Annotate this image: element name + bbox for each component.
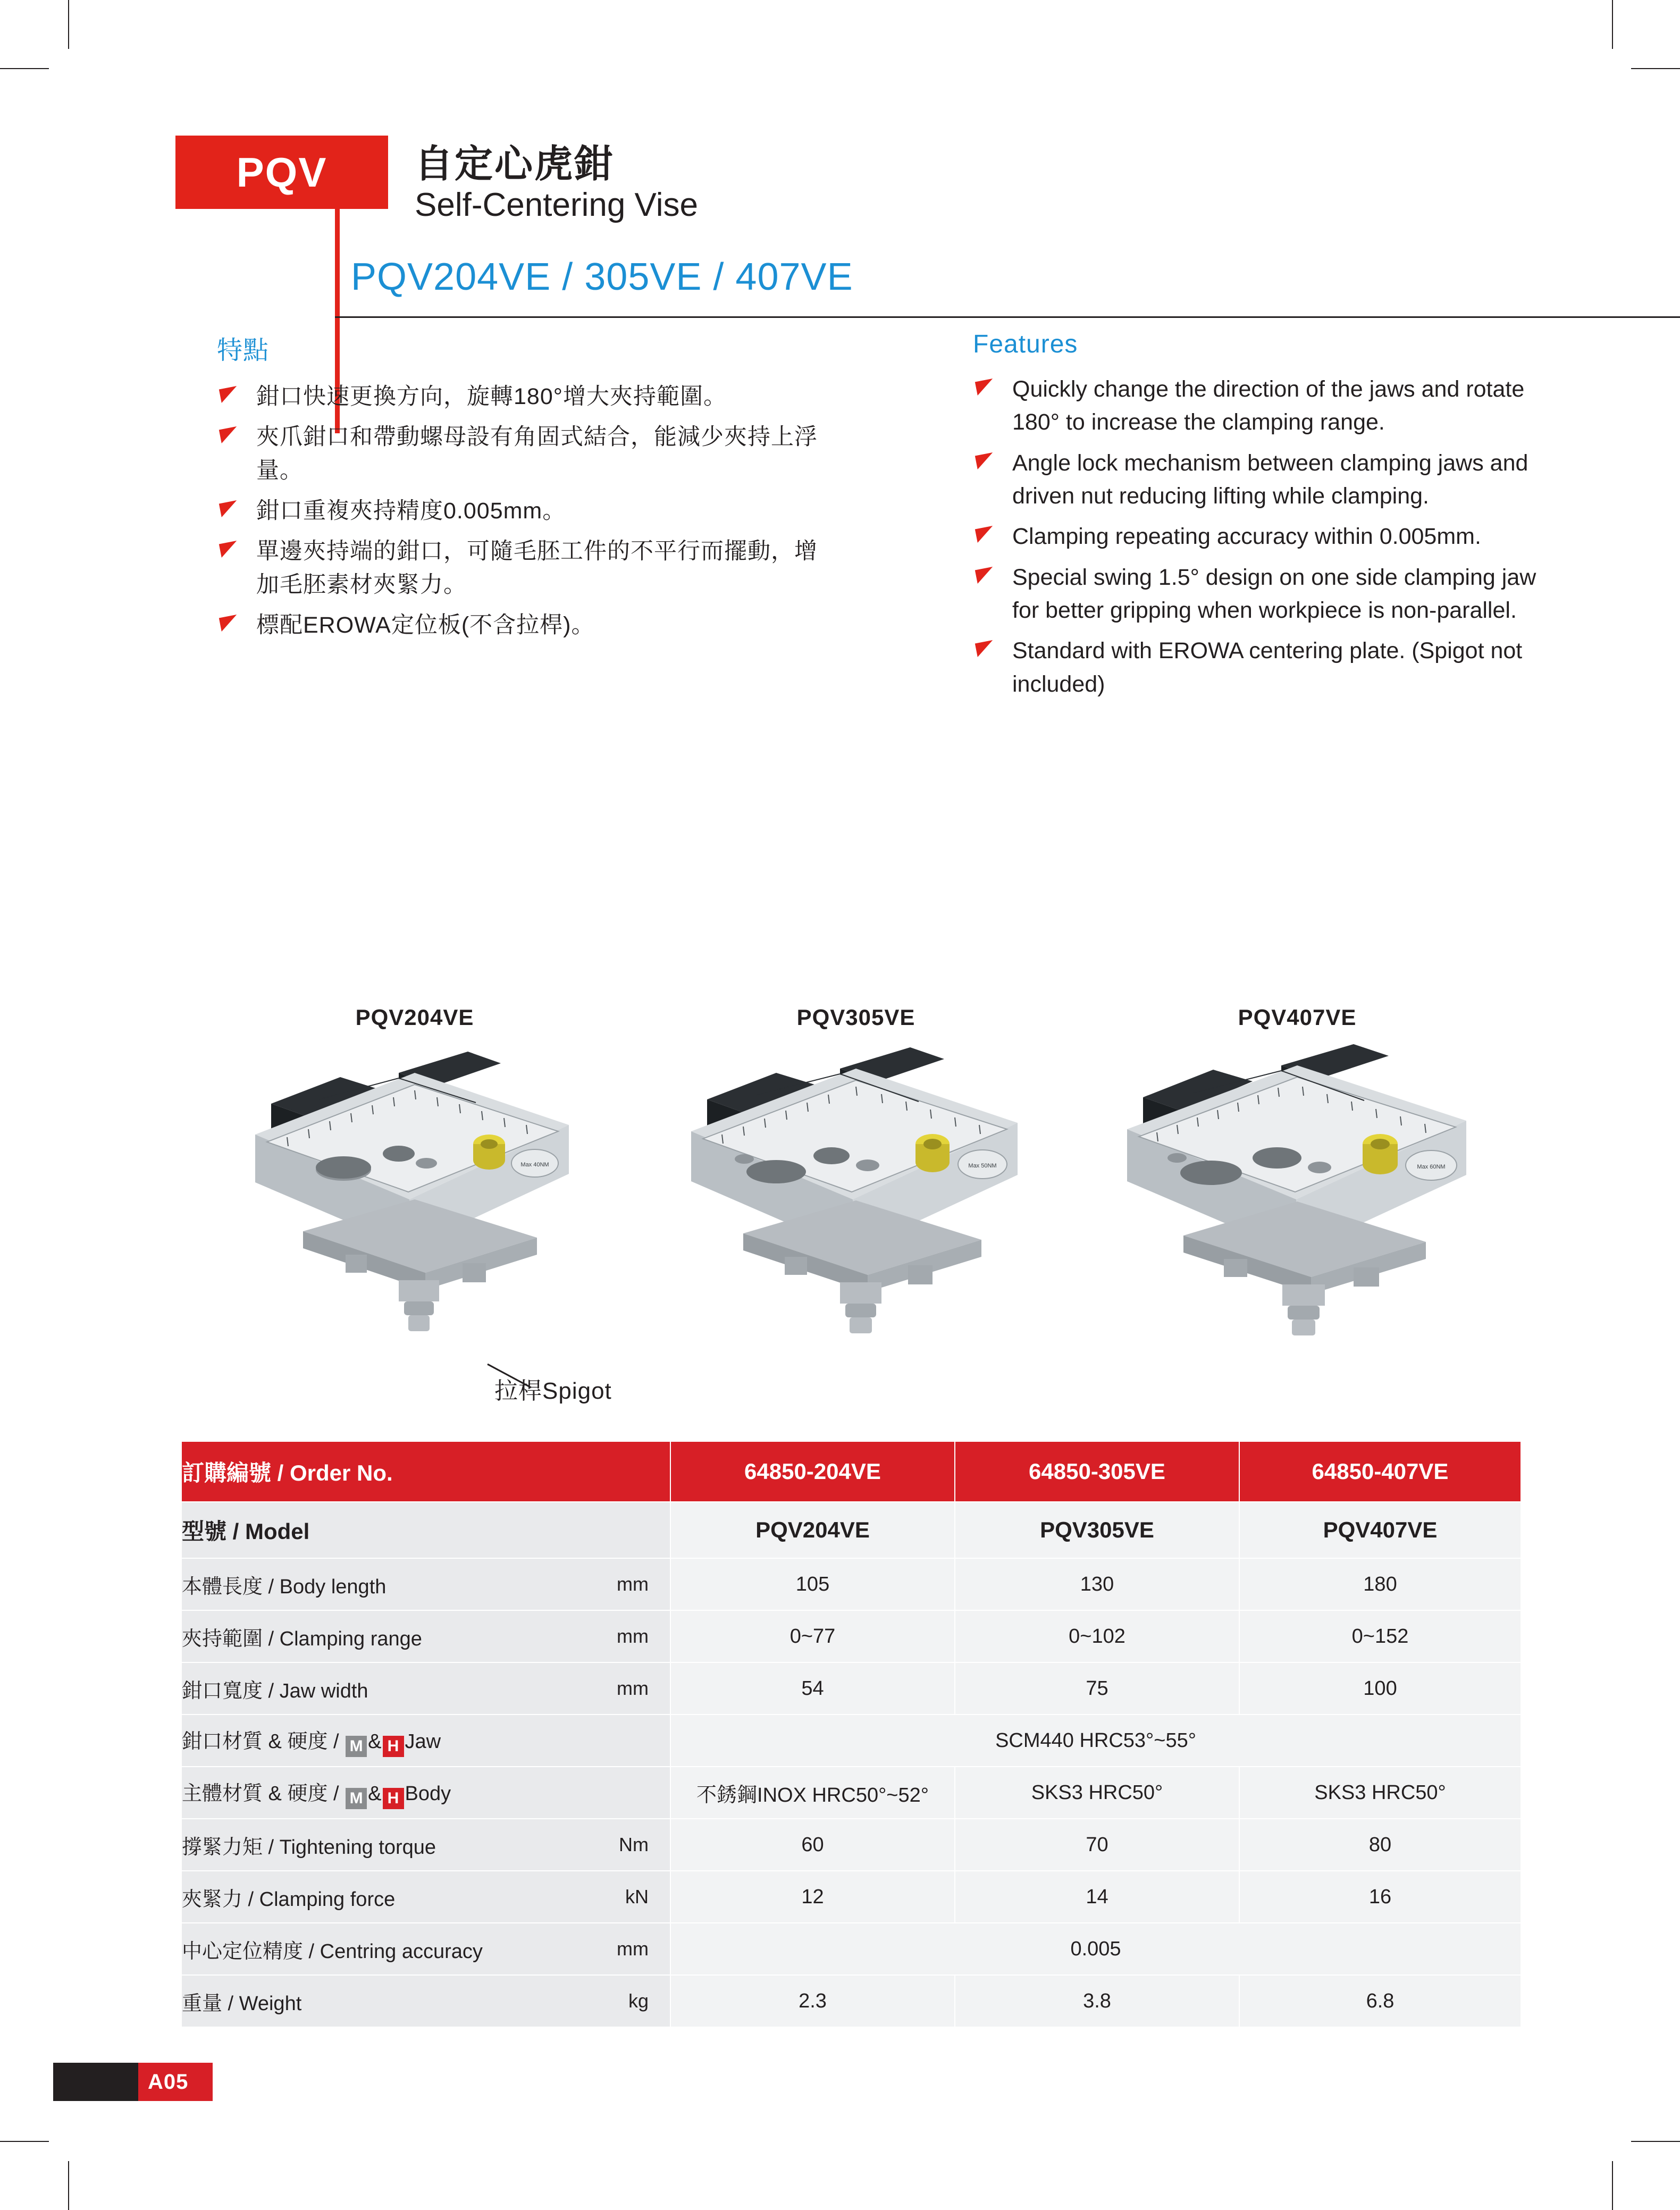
cell-value: 不銹鋼INOX HRC50°~52° [670, 1767, 955, 1819]
feature-text: 鉗口快速更換方向，旋轉180°增大夾持範圍。 [256, 384, 727, 409]
cell-value: 54 [670, 1662, 955, 1715]
feature-text: Clamping repeating accuracy within 0.005mm. [1012, 524, 1481, 550]
arrow-bullet-icon [975, 640, 995, 657]
feature-item [973, 520, 1542, 553]
cell-value: PQV204VE [670, 1502, 955, 1558]
row-label: 型號 / Model [181, 1502, 670, 1558]
header-divider [335, 316, 1680, 318]
table-row-clamping-force [181, 1871, 1521, 1923]
table-row-clamping-range [181, 1610, 1521, 1662]
table-row-body-length [181, 1558, 1521, 1610]
product-gallery [175, 1005, 1521, 1409]
cell-value: 70 [955, 1819, 1239, 1871]
cell-value-merged: SCM440 HRC53°~55° [670, 1715, 1521, 1767]
arrow-bullet-icon [219, 615, 239, 632]
arrow-bullet-icon [975, 567, 995, 584]
material-badge-icon: M [346, 1788, 367, 1809]
page-title-en: Self-Centering Vise [415, 187, 699, 223]
arrow-bullet-icon [219, 426, 239, 443]
feature-text: Quickly change the direction of the jaws and rotate 180° to increase the clamping range. [1012, 376, 1525, 435]
cell-value: PQV305VE [955, 1502, 1239, 1558]
cell-value: 64850-305VE [955, 1441, 1239, 1502]
cell-value: 0~77 [670, 1610, 955, 1662]
row-label: 鉗口材質 & 硬度 / [182, 1730, 345, 1753]
cell-value-merged: 0.005 [670, 1923, 1521, 1975]
row-label-cell [181, 1767, 670, 1819]
model-series-line: PQV204VE / 305VE / 407VE [351, 256, 853, 298]
cell-value: 12 [670, 1871, 955, 1923]
material-badge-icon: M [346, 1736, 367, 1757]
cell-value: 130 [955, 1558, 1239, 1610]
feature-text: Special swing 1.5° design on one side clamping jaw for better gripping when workpiece is non-parallel. [1012, 564, 1536, 624]
brand-badge: PQV [175, 136, 388, 209]
row-unit: Nm [619, 1834, 649, 1855]
specification-table-wrap [181, 1441, 1521, 2028]
row-label: 訂購編號 / Order No. [181, 1441, 670, 1502]
vise-illustration-407 [1122, 1040, 1473, 1338]
table-row-centring-accuracy [181, 1923, 1521, 1975]
feature-text: Angle lock mechanism between clamping jaws and driven nut reducing lifting while clamping. [1012, 450, 1528, 509]
page-title-cn: 自定心虎鉗 [415, 143, 615, 186]
feature-item [973, 447, 1542, 513]
row-label-suffix: Jaw [405, 1730, 441, 1753]
arrow-bullet-icon [219, 386, 239, 403]
hardness-badge-icon: H [383, 1736, 404, 1757]
vise-drawing [239, 1040, 590, 1338]
row-label-cell [181, 1715, 670, 1767]
spigot-callout-label: 拉桿Spigot [494, 1378, 612, 1404]
arrow-bullet-icon [219, 541, 239, 558]
page-footer [53, 2063, 213, 2101]
row-label: 撐緊力矩 / Tightening torque [182, 1836, 436, 1859]
row-unit: mm [617, 1677, 649, 1699]
row-label-suffix: Body [405, 1782, 451, 1805]
cell-value: 75 [955, 1662, 1239, 1715]
feature-item [217, 494, 818, 527]
cell-value: 64850-407VE [1239, 1441, 1521, 1502]
feature-item [217, 535, 818, 601]
feature-text: 鉗口重複夾持精度0.005mm。 [256, 498, 566, 524]
cell-value: 2.3 [670, 1975, 955, 2027]
row-label-cell [181, 1975, 670, 2027]
cell-value: 80 [1239, 1819, 1521, 1871]
feature-item [217, 421, 818, 487]
product-figure [659, 1005, 1053, 1338]
table-row-body-material [181, 1767, 1521, 1819]
ampersand: & [368, 1782, 382, 1805]
table-row-order-no [181, 1441, 1521, 1502]
feature-text: 標配EROWA定位板(不含拉桿)。 [256, 612, 595, 638]
row-unit: mm [617, 1938, 649, 1960]
feature-item [217, 609, 818, 642]
product-figure [218, 1005, 611, 1338]
table-row-jaw-width [181, 1662, 1521, 1715]
feature-text: 單邊夾持端的鉗口，可隨毛胚工件的不平行而擺動，增加毛胚素材夾緊力。 [256, 539, 818, 598]
cell-value: 180 [1239, 1558, 1521, 1610]
vise-illustration-204 [239, 1040, 590, 1338]
cell-value: 105 [670, 1558, 955, 1610]
row-unit: mm [617, 1573, 649, 1595]
arrow-bullet-icon [975, 526, 995, 543]
brand-row [159, 136, 1521, 242]
svg-text:Max 50NM: Max 50NM [968, 1163, 997, 1169]
cell-value: 6.8 [1239, 1975, 1521, 2027]
row-label-cell [181, 1662, 670, 1715]
cell-value: 60 [670, 1819, 955, 1871]
cell-value: SKS3 HRC50° [955, 1767, 1239, 1819]
arrow-bullet-icon [975, 379, 995, 396]
table-row-tightening-torque [181, 1819, 1521, 1871]
specification-table [181, 1441, 1522, 2028]
row-label: 夾緊力 / Clamping force [182, 1888, 396, 1911]
row-label: 主體材質 & 硬度 / [182, 1782, 345, 1805]
features-column-en [973, 330, 1542, 708]
row-label: 夾持範圍 / Clamping range [182, 1627, 422, 1650]
row-label-cell [181, 1871, 670, 1923]
cell-value: 3.8 [955, 1975, 1239, 2027]
arrow-bullet-icon [975, 452, 995, 469]
ampersand: & [368, 1730, 382, 1753]
row-label-cell [181, 1923, 670, 1975]
row-label-cell [181, 1819, 670, 1871]
feature-item [973, 373, 1542, 439]
features-heading-en: Features [973, 330, 1078, 358]
feature-item [973, 561, 1542, 627]
features-heading-cn: 特點 [217, 337, 270, 365]
vise-illustration-305 [681, 1040, 1031, 1338]
row-unit: mm [617, 1625, 649, 1647]
row-label: 本體長度 / Body length [182, 1575, 387, 1598]
cell-value: 14 [955, 1871, 1239, 1923]
row-unit: kg [628, 1990, 649, 2012]
cell-value: 0~152 [1239, 1610, 1521, 1662]
row-label: 鉗口寬度 / Jaw width [182, 1679, 368, 1702]
feature-item [217, 380, 818, 413]
arrow-bullet-icon [219, 500, 239, 517]
page-header [159, 136, 1521, 298]
row-label-cell [181, 1558, 670, 1610]
product-caption: PQV204VE [355, 1005, 474, 1030]
table-row-model [181, 1502, 1521, 1558]
vise-drawing [681, 1040, 1031, 1338]
cell-value: 0~102 [955, 1610, 1239, 1662]
features-column-cn [217, 330, 818, 649]
row-label: 中心定位精度 / Centring accuracy [182, 1940, 483, 1963]
cell-value: 64850-204VE [670, 1441, 955, 1502]
product-figure [1101, 1005, 1494, 1338]
feature-text: Standard with EROWA centering plate. (Spigot not included) [1012, 638, 1523, 697]
table-row-weight [181, 1975, 1521, 2027]
vise-drawing [1122, 1040, 1473, 1338]
table-row-jaw-material [181, 1715, 1521, 1767]
hardness-badge-icon: H [383, 1788, 404, 1809]
feature-text: 夾爪鉗口和帶動螺母設有角固式結合，能減少夾持上浮量。 [256, 424, 818, 483]
cell-value: 16 [1239, 1871, 1521, 1923]
row-label-cell [181, 1610, 670, 1662]
row-unit: kN [625, 1886, 649, 1908]
feature-item [973, 634, 1542, 701]
product-caption: PQV305VE [796, 1005, 915, 1030]
cell-value: PQV407VE [1239, 1502, 1521, 1558]
features-list-cn [217, 380, 818, 642]
product-caption: PQV407VE [1238, 1005, 1357, 1030]
features-list-en [973, 373, 1542, 701]
svg-text:Max 40NM: Max 40NM [520, 1162, 549, 1168]
page-number: A05 [148, 2070, 189, 2094]
cell-value: 100 [1239, 1662, 1521, 1715]
cell-value: SKS3 HRC50° [1239, 1767, 1521, 1819]
svg-text:Max 60NM: Max 60NM [1417, 1164, 1446, 1170]
row-label: 重量 / Weight [182, 1992, 302, 2015]
